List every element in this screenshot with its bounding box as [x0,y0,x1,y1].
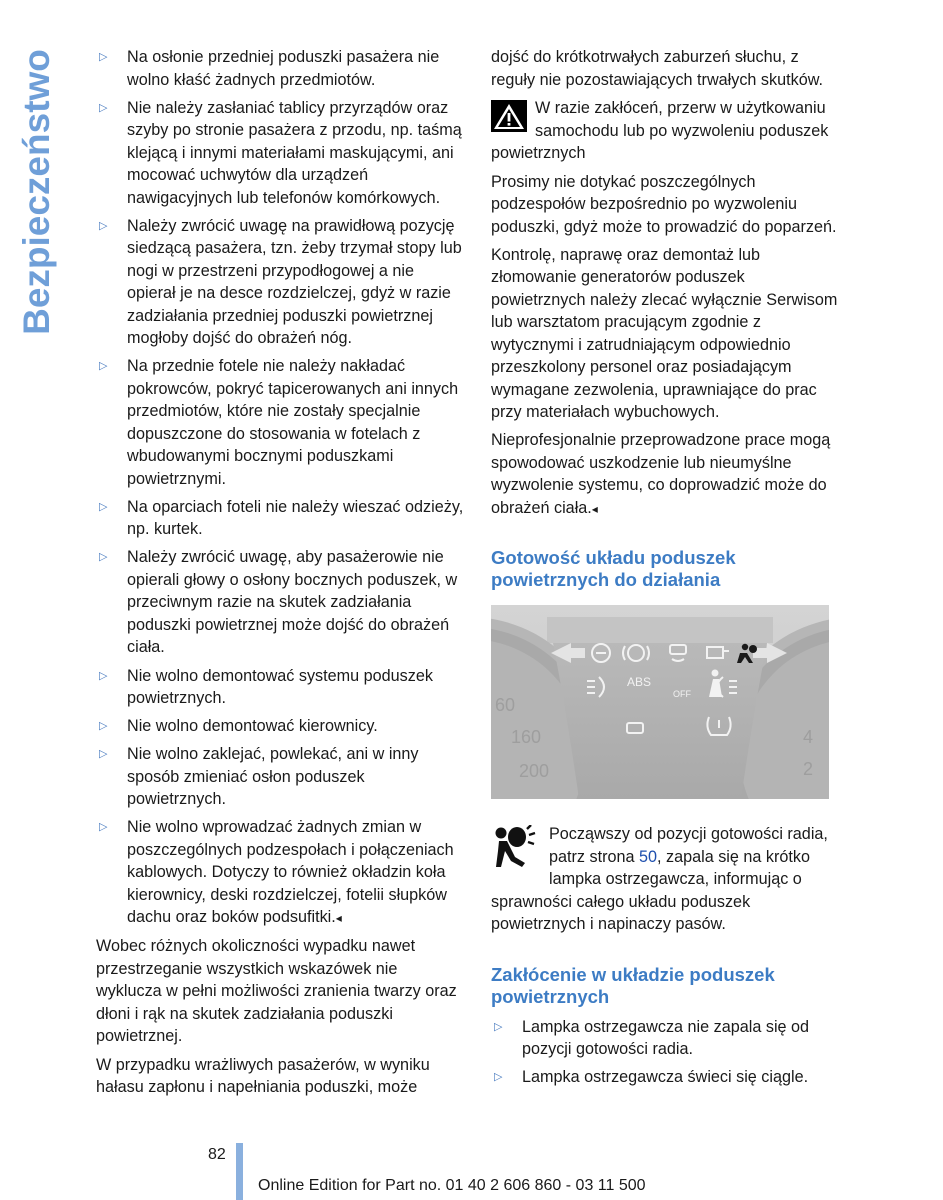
abs-label: ABS [627,675,652,690]
list-item: ▷ Lampka ostrzegawcza świeci się ciągle. [491,1066,841,1089]
dashboard-photo [491,605,829,799]
gauge-number: 4 [803,727,814,748]
list-item [96,816,466,930]
list-item: ▷ Lampka ostrzegawcza nie zapala się od pozycji gotowości radia. [491,1016,841,1061]
warning-triangle-icon [491,100,527,132]
list-item-text: Nie wolno wprowadzać żadnych zmian w poszczególnych podzespołach i połączeniach kablowych. Dotyczy to również okładzin koła kierownicy, deski rozdzielczej, fotelii słupków dachu oraz boków podsufitki. [127,818,454,927]
body-paragraph: dojść do krótkotrwałych zaburzeń słuchu, z reguły nie pozostawiających trwałych skutków. [491,48,823,89]
body-paragraph: Nieprofesjonalnie przeprowadzone prace mogą spowodować uszkodzenie lub nieumyślne wyzwolenie systemu, co doprowadzić może do obrażeń ciała.◂ [491,431,831,517]
list-item: ▷ Nie należy zasłaniać tablicy przyrządów oraz szyby po stronie pasażera z przodu, np. taśmą klejącą i innymi materiałami maskującymi, ani mocować uchwytów dla urządzeń nawigacyjnych lub telefonów komórkowych. [96,97,466,210]
warning-text: W razie zakłóceń, przerw w użytkowaniu samochodu lub po wyzwoleniu poduszek powietrznych [491,99,829,162]
end-mark-icon: ◂ [591,501,598,516]
body-paragraph: W przypadku wrażliwych pasażerów, w wyniku hałasu zapłonu i napełniania poduszki, może [96,1055,430,1097]
list-item: ▷ Nie wolno zaklejać, powlekać, ani w inny sposób zmieniać osłon poduszek powietrznych. [96,743,466,811]
list-item: ▷ Na oparciach foteli nie należy wieszać odzieży, np. kurtek. [96,496,466,541]
list-item: ▷ Nie wolno demontować systemu poduszek powietrznych. [96,665,466,710]
right-bullet-list [491,1016,841,1089]
gauge-number: 200 [519,761,550,782]
gauge-number: 60 [495,695,516,716]
footer-edition: Online Edition for Part no. 01 40 2 606 860 - 03 11 500 [258,1177,646,1194]
end-mark-icon: ◂ [335,911,342,926]
section-heading: Zakłócenie w układzie poduszek powietrznych [491,963,775,1007]
instrument-cluster-image [491,605,829,799]
left-bullet-list [96,46,466,930]
list-item: ▷ Należy zwrócić uwagę, aby pasażerowie nie opierali głowy o osłony bocznych poduszek, w przeciwnym razie na skutek zadziałania poduszki powietrznej może dojść do obrażeń ciała. [96,546,466,659]
left-column [96,46,466,1104]
airbag-text-after: , zapala się na krótko lampka ostrzegawcza, informując o sprawności całego układu poduszek powietrznych i napinaczy pasów. [491,847,810,934]
list-item: ▷ Należy zwrócić uwagę na prawidłową pozycję siedzącą pasażera, tzn. żeby trzymał stopy lub nogi w przestrzeni przypodłogowej a nie opierał je na desce rozdzielczej, gdyż w razie zadziałania przedniej poduszki powietrznej mogłoby dojść do obrażeń nóg. [96,215,466,350]
airbag-text-before: Począwszy od pozycji gotowości radia, patrz strona [549,825,828,866]
gauge-number: 2 [803,759,814,780]
airbag-indicator-note [491,823,841,936]
list-item: ▷ Na przednie fotele nie należy nakładać pokrowców, pokryć tapicerowanych ani innych przedmiotów, które nie zostały specjalnie dopuszczone do stosowania w fotelach z wbudowanymi bocznymi poduszkami powietrznymi. [96,355,466,490]
page-number: 82 [208,1146,226,1163]
footer-bar [236,1143,243,1200]
body-paragraph: Wobec różnych okoliczności wypadku nawet przestrzeganie wszystkich wskazówek nie wyklucza w pełni możliwości zranienia twarzy oraz dłoni i rąk na skutek zadziałania poduszki powietrznej. [96,937,457,1046]
section-heading: Gotowość układu poduszek powietrznych do działania [491,547,736,591]
right-column [491,46,841,1094]
airbag-warning-icon [491,825,539,869]
warning-note [491,97,841,165]
gauge-number: 160 [511,727,542,748]
body-paragraph: Kontrolę, naprawę oraz demontaż lub złomowanie generatorów poduszek powietrznych należy zlecać wyłącznie Serwisom lub warsztatom pracującym zgodnie z wytycznymi i zatrudniającym odpowiednio przeszkolony personel oraz posiadającym wymagane zezwolenia, uprawniające do prac przy materiałach wybuchowych. [491,245,838,422]
section-title: Bezpieczeństwo [16,49,57,335]
body-paragraph: Prosimy nie dotykać poszczególnych podzespołów bezpośrednio po wyzwoleniu poduszki, gdyż może to prowadzić do poparzeń. [491,172,837,236]
off-label: OFF [673,689,691,700]
list-item: ▷ Nie wolno demontować kierownicy. [96,715,466,738]
page-reference-link[interactable]: 50 [638,847,657,866]
list-item: ▷ Na osłonie przedniej poduszki pasażera nie wolno kłaść żadnych przedmiotów. [96,46,466,91]
